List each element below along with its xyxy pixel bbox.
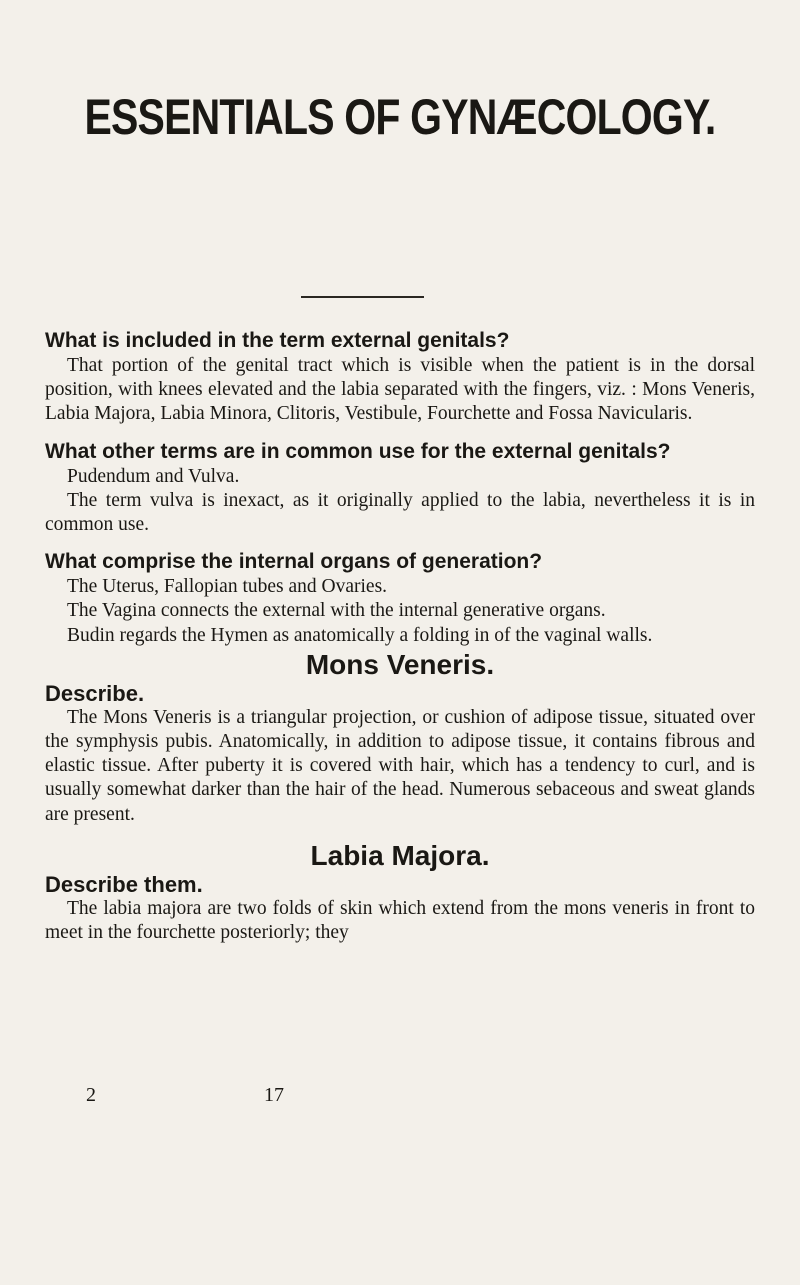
paragraph: The Vagina connects the external with the internal generative organs. [67,600,606,622]
question-heading: What other terms are in common use for the external genitals? [45,439,671,463]
page-number: 17 [264,1084,284,1106]
question-heading: What is included in the term external genitals? [45,329,510,352]
paragraph: That portion of the genital tract which is visible when the patient is in the dorsal position, with knees elevated and the labia separated with the fingers, viz. : Mons Veneris, Labia Majora, Labia Minora, Clitoris, Vestibule, Fourchette and Fossa Navicularis. [45,355,755,425]
section-heading: Labia Majora. [310,839,490,871]
section-heading: Mons Veneris. [305,648,495,680]
paragraph: The labia majora are two folds of skin which extend from the mons veneris in front to meet in the fourchette posteriorly; they [45,897,755,944]
paragraph: The Mons Veneris is a triangular projection, or cushion of adipose tissue, situated over the symphysis pubis. Anatomically, in addition to adipose tissue, it contains fibrous and elastic tissue. After puberty it is covered with hair, which has a tendency to curl, and is usually somewhat darker than the hair of the head. Numerous sebaceous and sweat glands are present. [45,706,755,825]
paragraph-gap [45,537,755,549]
question-heading: What comprise the internal organs of generation? [45,550,543,574]
describe-prompt: Describe. [45,680,145,706]
book-title: ESSENTIALS OF GYNÆCOLOGY. [84,89,716,145]
describe-prompt: Describe them. [45,871,203,897]
signature-mark: 2 [86,1084,96,1106]
paragraph: The Uterus, Fallopian tubes and Ovaries. [67,576,388,598]
paragraph: Budin regards the Hymen as anatomically a folding in of the vaginal walls. [67,624,653,646]
paragraph: The term vulva is inexact, as it originally applied to the labia, nevertheless it is in common use. [45,489,755,536]
paragraph: Pudendum and Vulva. [67,465,240,487]
body-text [45,328,755,945]
paragraph-gap [45,827,755,839]
paragraph-gap [45,427,755,439]
title-rule [301,296,424,298]
